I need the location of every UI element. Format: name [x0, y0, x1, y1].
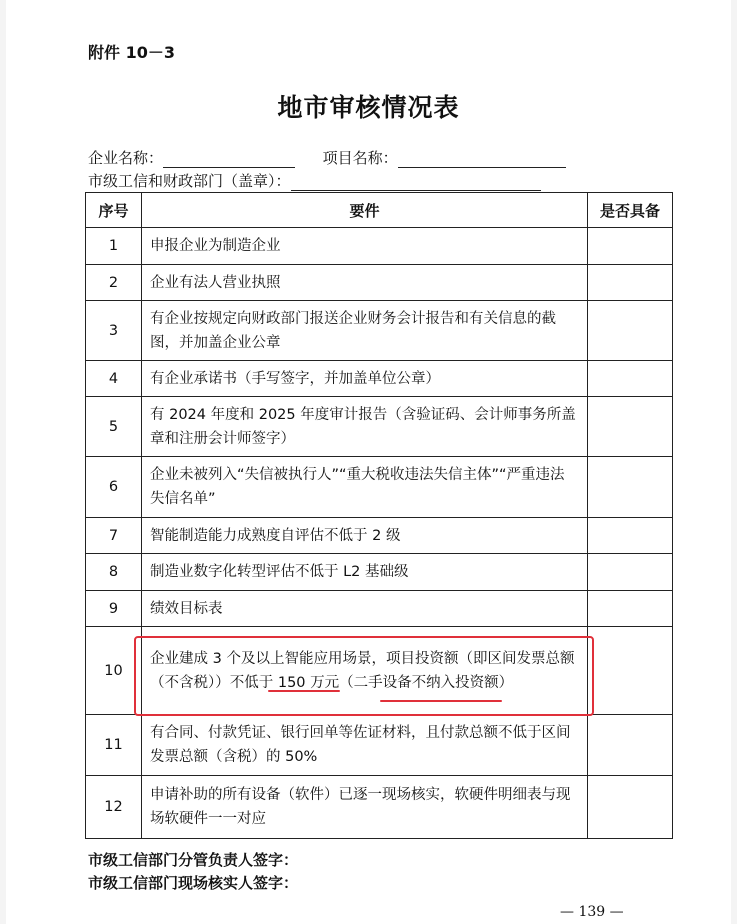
- row-status-cell[interactable]: [588, 715, 673, 776]
- row-item: 有合同、付款凭证、银行回单等佐证材料，且付款总额不低于区间发票总额（含税）的 50%: [142, 715, 588, 776]
- header-num: 序号: [86, 193, 142, 228]
- table-row: [86, 627, 673, 715]
- project-name-blank[interactable]: [398, 151, 566, 168]
- row-num: 8: [86, 554, 142, 591]
- row-num: 10: [86, 627, 142, 715]
- row-status-cell[interactable]: [588, 591, 673, 627]
- table-row: [86, 591, 673, 627]
- row-num: 5: [86, 397, 142, 457]
- table-row: [86, 265, 673, 301]
- table-row: [86, 715, 673, 776]
- annotation-underline-min-amount: [380, 700, 502, 702]
- row-num: 9: [86, 591, 142, 627]
- row-status-cell[interactable]: [588, 301, 673, 361]
- row-num: 3: [86, 301, 142, 361]
- row-num: 2: [86, 265, 142, 301]
- annotation-underline-excl-tax: [268, 690, 340, 692]
- row-status-cell[interactable]: [588, 397, 673, 457]
- project-name-label: 项目名称：: [322, 149, 398, 167]
- signature-line-verifier: 市级工信部门现场核实人签字：: [88, 874, 299, 892]
- company-name-blank[interactable]: [163, 151, 295, 168]
- table-row: [86, 397, 673, 457]
- row-num: 1: [86, 228, 142, 265]
- row-status-cell[interactable]: [588, 361, 673, 397]
- row-item: 申报企业为制造企业: [142, 228, 588, 265]
- table-row: [86, 361, 673, 397]
- table-row: [86, 554, 673, 591]
- row-item: 企业有法人营业执照: [142, 265, 588, 301]
- attachment-label: 附件 10－3: [88, 43, 175, 62]
- row-status-cell[interactable]: [588, 776, 673, 839]
- table-row: [86, 457, 673, 518]
- department-line: [88, 170, 541, 191]
- row-num: 7: [86, 518, 142, 554]
- row-status-cell[interactable]: [588, 627, 673, 715]
- signature-line-supervisor: 市级工信部门分管负责人签字：: [88, 851, 299, 869]
- company-name-label: 企业名称：: [88, 149, 164, 167]
- row-item: 企业建成 3 个及以上智能应用场景，项目投资额（即区间发票总额（不含税））不低于 150 万元（二手设备不纳入投资额）: [142, 627, 588, 715]
- row-status-cell[interactable]: [588, 457, 673, 518]
- row-item: 绩效目标表: [142, 591, 588, 627]
- row-num: 6: [86, 457, 142, 518]
- department-blank[interactable]: [291, 174, 541, 191]
- row-num: 11: [86, 715, 142, 776]
- table-row: [86, 228, 673, 265]
- row-num: 4: [86, 361, 142, 397]
- company-project-line: [88, 147, 566, 168]
- requirements-table: [85, 192, 673, 839]
- header-status: 是否具备: [588, 193, 673, 228]
- row-item: 智能制造能力成熟度自评估不低于 2 级: [142, 518, 588, 554]
- table-row: [86, 518, 673, 554]
- row-status-cell[interactable]: [588, 265, 673, 301]
- row-status-cell[interactable]: [588, 518, 673, 554]
- row-item: 企业未被列入“失信被执行人”“重大税收违法失信主体”“严重违法失信名单”: [142, 457, 588, 518]
- row-status-cell[interactable]: [588, 554, 673, 591]
- row-item: 有企业按规定向财政部门报送企业财务会计报告和有关信息的截图，并加盖企业公章: [142, 301, 588, 361]
- header-item: 要件: [142, 193, 588, 228]
- row-item: 有 2024 年度和 2025 年度审计报告（含验证码、会计师事务所盖章和注册会计师签字）: [142, 397, 588, 457]
- row-item: 申请补助的所有设备（软件）已逐一现场核实，软硬件明细表与现场软硬件一一对应: [142, 776, 588, 839]
- department-label: 市级工信和财政部门（盖章）：: [88, 172, 291, 190]
- row-item: 制造业数字化转型评估不低于 L2 基础级: [142, 554, 588, 591]
- table-row: [86, 776, 673, 839]
- table-row: [86, 301, 673, 361]
- table-header-row: [86, 193, 673, 228]
- row-status-cell[interactable]: [588, 228, 673, 265]
- page-number: — 139 —: [560, 904, 624, 920]
- page-title: 地市审核情况表: [277, 93, 460, 122]
- row-item: 有企业承诺书（手写签字，并加盖单位公章）: [142, 361, 588, 397]
- row-num: 12: [86, 776, 142, 839]
